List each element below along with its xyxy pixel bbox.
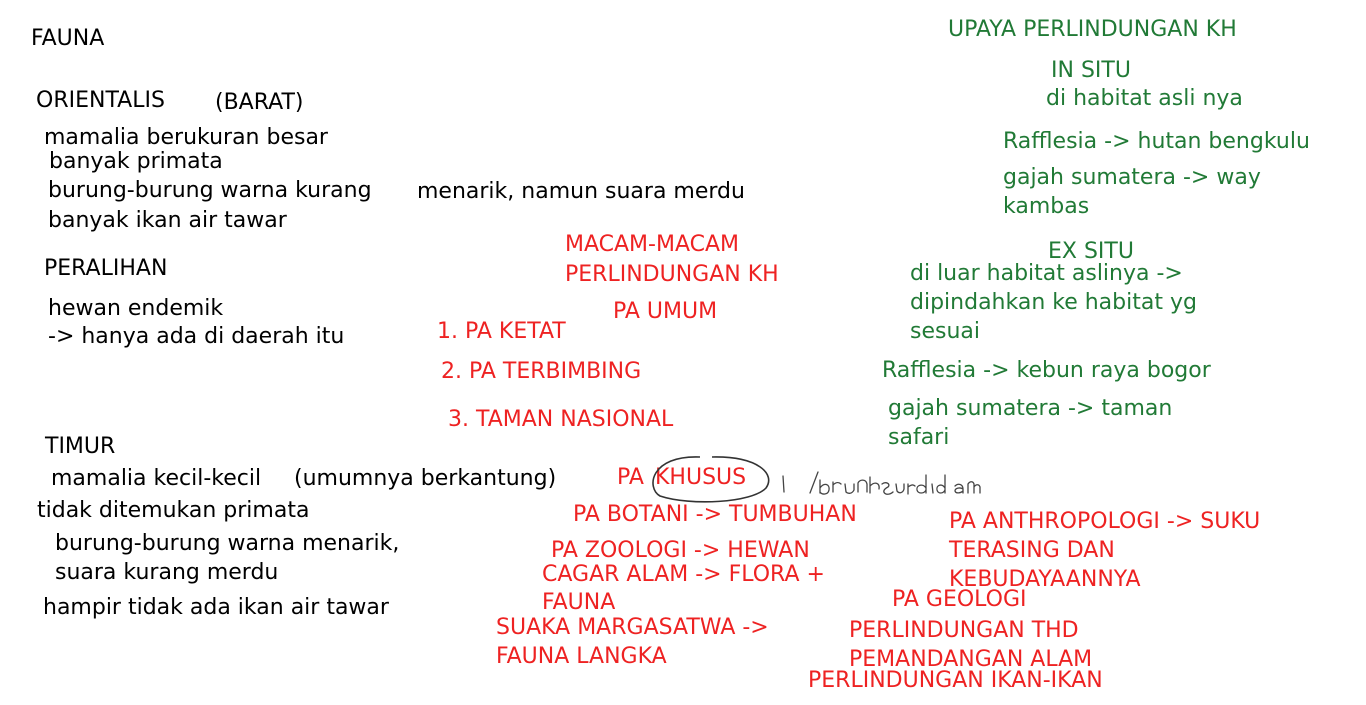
pa-khusus-item: TERASING DAN [949, 538, 1115, 563]
pa-khusus-item: PA BOTANI -> TUMBUHAN [573, 502, 857, 527]
pa-umum-item: 2. PA TERBIMBING [441, 359, 642, 384]
macam-title-line: MACAM-MACAM [565, 232, 740, 257]
orientalis-line: burung-burung warna kurang [48, 178, 372, 203]
timur-line: mamalia kecil-kecil [51, 466, 262, 491]
pa-khusus-item: PA ANTHROPOLOGI -> SUKU [949, 509, 1261, 534]
orientalis-line: menarik, namun suara merdu [417, 179, 745, 204]
orientalis-line: banyak ikan air tawar [48, 208, 287, 233]
peralihan-line: -> hanya ada di daerah itu [48, 324, 345, 349]
ex-situ-line: gajah sumatera -> taman [888, 396, 1173, 421]
orientalis-line: mamalia berukuran besar [44, 125, 328, 150]
ex-situ-heading: EX SITU [1048, 239, 1134, 264]
pa-umum-heading: PA UMUM [613, 299, 718, 324]
pa-khusus-item: FAUNA LANGKA [496, 644, 667, 669]
pa-khusus-item: KEBUDAYAANNYA [949, 567, 1141, 592]
ex-situ-line: sesuai [910, 319, 980, 344]
pa-khusus-item: PA GEOLOGI [892, 587, 1027, 612]
pa-khusus-item: SUAKA MARGASATWA -> [496, 615, 769, 640]
khusus-circle [653, 457, 769, 502]
in-situ-heading: IN SITU [1051, 58, 1131, 83]
orientalis-tag: (BARAT) [215, 90, 304, 115]
peralihan-heading: PERALIHAN [44, 256, 168, 281]
in-situ-line: di habitat asli nya [1046, 86, 1243, 111]
macam-title-line: PERLINDUNGAN KH [565, 262, 779, 287]
pa-khusus-item: PEMANDANGAN ALAM [849, 647, 1093, 672]
ex-situ-line: di luar habitat aslinya -> [910, 261, 1183, 286]
pa-khusus-word: KHUSUS [655, 465, 747, 490]
orientalis-heading: ORIENTALIS [36, 88, 165, 113]
ex-situ-line: dipindahkan ke habitat yg [910, 290, 1197, 315]
fauna-title: FAUNA [31, 26, 105, 51]
timur-line: (umumnya berkantung) [294, 466, 557, 491]
ex-situ-line: Rafflesia -> kebun raya bogor [882, 358, 1211, 383]
upaya-title: UPAYA PERLINDUNGAN KH [948, 17, 1237, 42]
pa-khusus-item: CAGAR ALAM -> FLORA + [542, 562, 825, 587]
in-situ-line: Rafflesia -> hutan bengkulu [1003, 129, 1310, 154]
timur-line: hampir tidak ada ikan air tawar [43, 595, 389, 620]
pa-khusus-item: PA ZOOLOGI -> HEWAN [551, 538, 810, 563]
timur-line: burung-burung warna menarik, [55, 531, 400, 556]
peralihan-line: hewan endemik [48, 296, 224, 321]
handwritten-scribble [783, 472, 980, 494]
timur-line: suara kurang merdu [55, 560, 279, 585]
in-situ-line: kambas [1003, 194, 1090, 219]
pa-khusus-item: PERLINDUNGAN THD [849, 618, 1079, 643]
timur-line: tidak ditemukan primata [37, 498, 310, 523]
timur-heading: TIMUR [45, 434, 116, 459]
pa-khusus-item: PERLINDUNGAN IKAN-IKAN [808, 668, 1103, 693]
pa-khusus-prefix: PA [617, 465, 644, 490]
pa-khusus-item: FAUNA [542, 590, 616, 615]
pa-umum-item: 1. PA KETAT [437, 319, 566, 344]
orientalis-line: banyak primata [49, 149, 223, 174]
ex-situ-line: safari [888, 425, 950, 450]
in-situ-line: gajah sumatera -> way [1003, 165, 1261, 190]
pa-umum-item: 3. TAMAN NASIONAL [448, 407, 674, 432]
